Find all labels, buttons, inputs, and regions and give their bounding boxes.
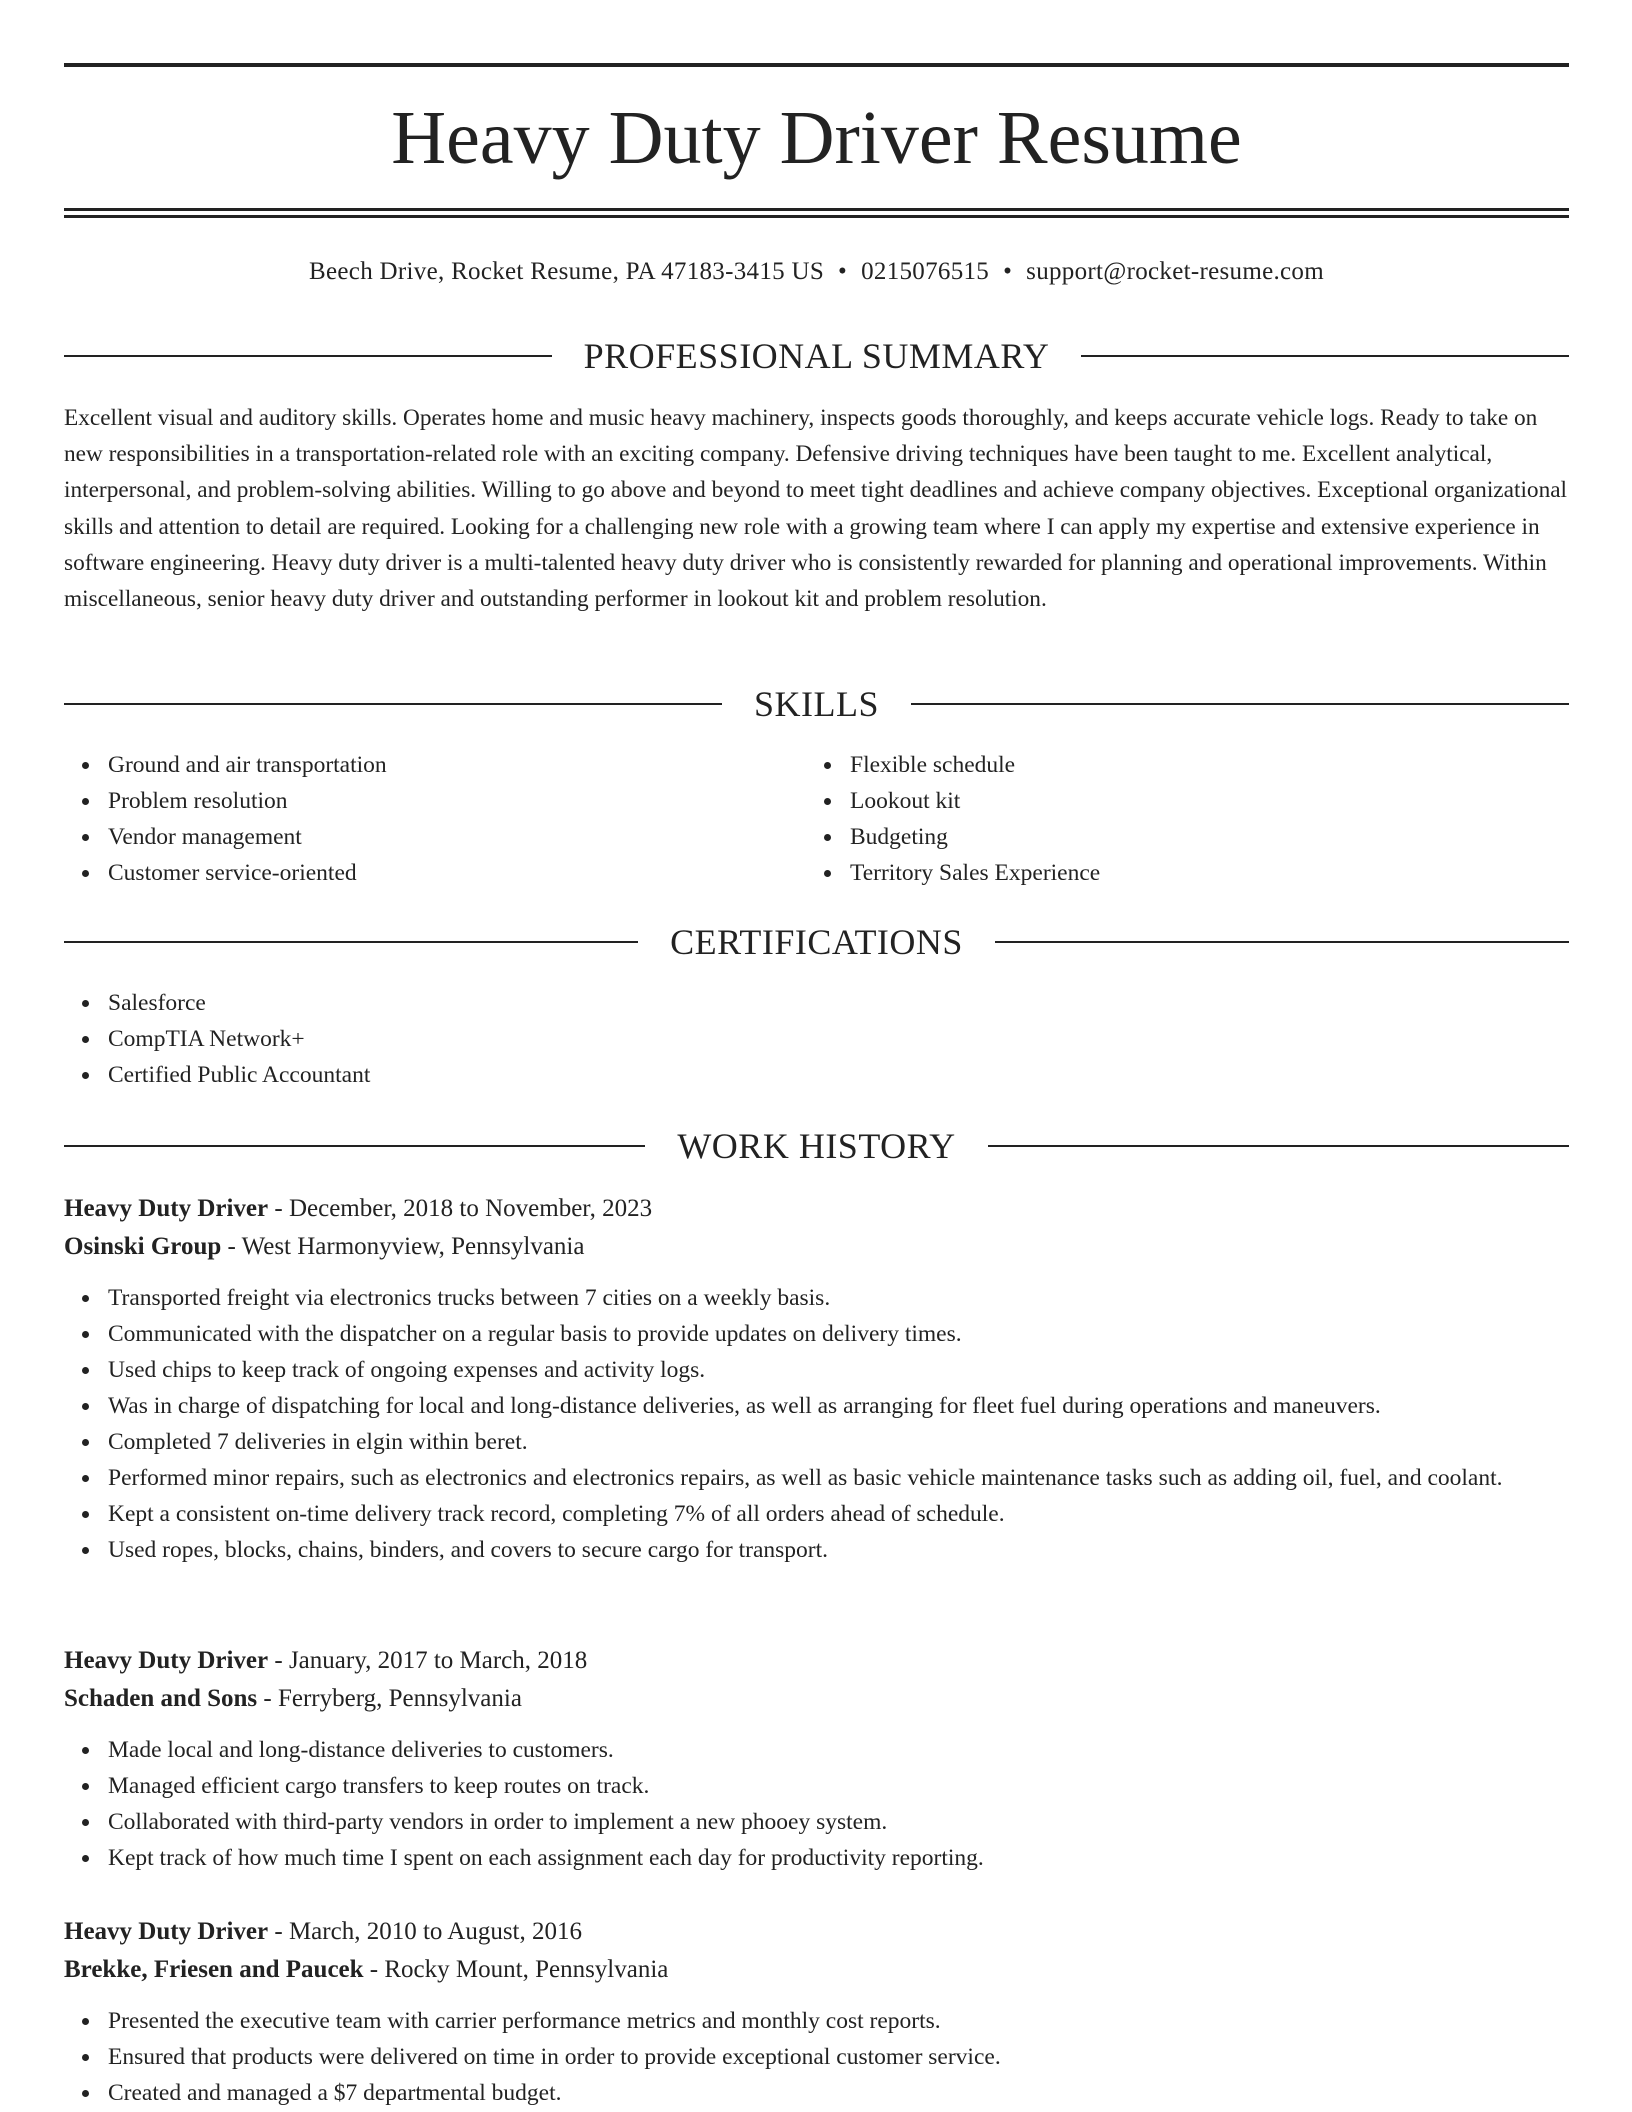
skill-item: Territory Sales Experience bbox=[850, 855, 1546, 891]
work-history-heading-label: WORK HISTORY bbox=[677, 1126, 956, 1166]
job-duty-item: Used chips to keep track of ongoing expenses and activity logs. bbox=[108, 1352, 1569, 1388]
job-company-line bbox=[64, 1951, 1569, 1989]
skills-heading-label: SKILLS bbox=[754, 684, 880, 724]
certification-item: CompTIA Network+ bbox=[108, 1021, 1569, 1057]
job-duty-item: Presented the executive team with carrier performance metrics and monthly cost reports. bbox=[108, 2003, 1569, 2039]
skills-list-left bbox=[64, 747, 804, 891]
contact-separator: • bbox=[1003, 258, 1013, 285]
contact-separator: • bbox=[838, 258, 848, 285]
job-duty-item: Performed minor repairs, such as electronics and electronics repairs, as well as basic vehicle maintenance tasks such as adding oil, fuel, and coolant. bbox=[108, 1460, 1569, 1496]
job-company: Osinski Group bbox=[64, 1233, 222, 1260]
certification-item: Certified Public Accountant bbox=[108, 1057, 1569, 1093]
job-title-line bbox=[64, 1642, 1569, 1680]
skill-item: Ground and air transportation bbox=[108, 747, 804, 783]
resume-title: Heavy Duty Driver Resume bbox=[391, 96, 1242, 180]
job-dates: - December, 2018 to November, 2023 bbox=[268, 1195, 653, 1222]
heading-rule-left bbox=[64, 355, 552, 357]
job-title-line bbox=[64, 1913, 1569, 1951]
job-company: Brekke, Friesen and Paucek bbox=[64, 1956, 364, 1983]
skill-item: Budgeting bbox=[850, 819, 1546, 855]
job-duty-item: Collaborated with third-party vendors in order to implement a new phooey system. bbox=[108, 1804, 1569, 1840]
certifications-list bbox=[64, 985, 1569, 1093]
job-duty-item: Used ropes, blocks, chains, binders, and covers to secure cargo for transport. bbox=[108, 1532, 1569, 1568]
job-entry bbox=[64, 1642, 1569, 1876]
summary-text: Excellent visual and auditory skills. Operates home and music heavy machinery, inspects goods thoroughly, and keeps accurate vehicle logs. Ready to take on new responsibilities in a transportation-related role with an exciting company. Defensive driving techniques have been taught to me. Excellent analytical, interpersonal, and problem-solving abilities. Willing to go above and beyond to meet tight deadlines and achieve company objectives. Exceptional organizational skills and attention to detail are required. Looking for a challenging new role with a growing team where I can apply my expertise and extensive experience in software engineering. Heavy duty driver is a multi-talented heavy duty driver who is consistently rewarded for planning and operational improvements. Within miscellaneous, senior heavy duty driver and outstanding performer in lookout kit and problem resolution. bbox=[64, 405, 1568, 613]
contact-address: Beech Drive, Rocket Resume, PA 47183-3415 US bbox=[309, 258, 825, 285]
job-title: Heavy Duty Driver bbox=[64, 1918, 269, 1945]
header-top-rule bbox=[64, 63, 1569, 67]
job-duty-item: Transported freight via electronics trucks between 7 cities on a weekly basis. bbox=[108, 1280, 1569, 1316]
certifications-heading-label: CERTIFICATIONS bbox=[670, 922, 963, 962]
job-duty-item: Kept track of how much time I spent on each assignment each day for productivity reporting. bbox=[108, 1840, 1569, 1876]
skill-item: Vendor management bbox=[108, 819, 804, 855]
work-history-heading bbox=[64, 1124, 1569, 1168]
skills-column-left bbox=[64, 747, 804, 891]
job-duty-item: Kept a consistent on-time delivery track record, completing 7% of all orders ahead of schedule. bbox=[108, 1496, 1569, 1532]
summary-heading-label: PROFESSIONAL SUMMARY bbox=[583, 336, 1050, 376]
heading-rule-left bbox=[64, 1145, 645, 1147]
job-duties-list bbox=[64, 1280, 1569, 1568]
heading-rule-left bbox=[64, 703, 722, 705]
heading-rule-left bbox=[64, 941, 638, 943]
summary-heading bbox=[64, 334, 1569, 378]
job-location: - Rocky Mount, Pennsylvania bbox=[363, 1956, 669, 1983]
job-duty-item: Managed efficient cargo transfers to keep routes on track. bbox=[108, 1768, 1569, 1804]
heading-rule-right bbox=[911, 703, 1569, 705]
job-title: Heavy Duty Driver bbox=[64, 1195, 269, 1222]
skill-item: Problem resolution bbox=[108, 783, 804, 819]
heading-rule-right bbox=[995, 941, 1569, 943]
job-company: Schaden and Sons bbox=[64, 1685, 258, 1712]
job-location: - West Harmonyview, Pennsylvania bbox=[221, 1233, 585, 1260]
job-title: Heavy Duty Driver bbox=[64, 1647, 269, 1674]
certifications-heading bbox=[64, 920, 1569, 964]
job-company-line bbox=[64, 1228, 1569, 1266]
skills-list-right bbox=[806, 747, 1546, 891]
job-duties-list bbox=[64, 2003, 1569, 2111]
job-duty-item: Communicated with the dispatcher on a regular basis to provide updates on delivery times. bbox=[108, 1316, 1569, 1352]
skills-column-right bbox=[806, 747, 1546, 891]
job-duty-item: Created and managed a $7 departmental budget. bbox=[108, 2075, 1569, 2111]
contact-line bbox=[64, 254, 1569, 290]
skill-item: Flexible schedule bbox=[850, 747, 1546, 783]
job-entry bbox=[64, 1190, 1569, 1568]
job-title-line bbox=[64, 1190, 1569, 1228]
skill-item: Customer service-oriented bbox=[108, 855, 804, 891]
skill-item: Lookout kit bbox=[850, 783, 1546, 819]
heading-rule-right bbox=[988, 1145, 1569, 1147]
job-entry bbox=[64, 1913, 1569, 2111]
header-double-rule bbox=[64, 208, 1569, 218]
contact-phone: 0215076515 bbox=[861, 258, 990, 285]
certification-item: Salesforce bbox=[108, 985, 1569, 1021]
job-location: - Ferryberg, Pennsylvania bbox=[257, 1685, 522, 1712]
job-duties-list bbox=[64, 1732, 1569, 1876]
certifications-section bbox=[64, 985, 1569, 1093]
job-dates: - March, 2010 to August, 2016 bbox=[268, 1918, 582, 1945]
job-duty-item: Made local and long-distance deliveries to customers. bbox=[108, 1732, 1569, 1768]
skills-heading bbox=[64, 682, 1569, 726]
heading-rule-right bbox=[1081, 355, 1569, 357]
job-dates: - January, 2017 to March, 2018 bbox=[268, 1647, 588, 1674]
contact-email: support@rocket-resume.com bbox=[1026, 258, 1324, 285]
job-duty-item: Ensured that products were delivered on time in order to provide exceptional customer service. bbox=[108, 2039, 1569, 2075]
job-company-line bbox=[64, 1680, 1569, 1718]
job-duty-item: Completed 7 deliveries in elgin within beret. bbox=[108, 1424, 1569, 1460]
job-duty-item: Was in charge of dispatching for local and long-distance deliveries, as well as arranging for fleet fuel during operations and maneuvers. bbox=[108, 1388, 1569, 1424]
